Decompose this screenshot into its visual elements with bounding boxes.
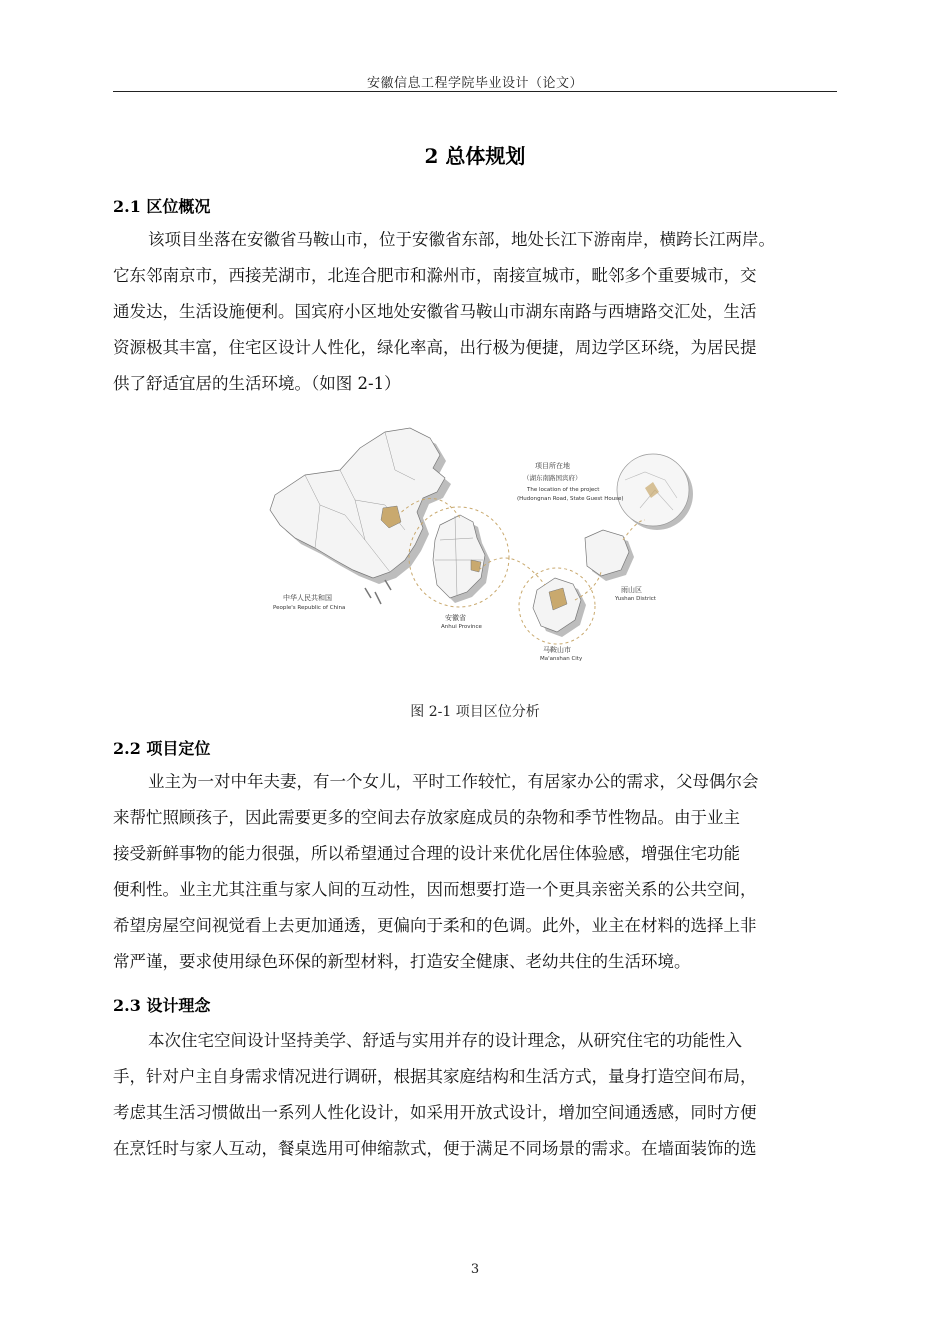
location-analysis-figure [245, 420, 695, 670]
anhui-label-en: Anhui Province [441, 624, 482, 630]
china-label-cn: 中华人民共和国 [283, 594, 332, 602]
section-paragraph-2-2 [113, 764, 839, 980]
paragraph-line: 接受新鲜事物的能力很强，所以希望通过合理的设计来优化居住体验感，增强住宅功能 [113, 844, 740, 863]
section-paragraph-2-1 [113, 222, 839, 402]
section-paragraph-2-3 [113, 1023, 839, 1167]
china-label-en: People's Republic of China [273, 605, 346, 611]
paragraph-line: 它东邻南京市，西接芜湖市，北连合肥市和滁州市，南接宣城市，毗邻多个重要城市，交 [113, 266, 757, 285]
yushan-district-map [585, 530, 634, 581]
paragraph-line: 常严谨，要求使用绿色环保的新型材料，打造安全健康、老幼共住的生活环境。 [113, 952, 691, 971]
paragraph-line: 业主为一对中年夫妻，有一个女儿，平时工作较忙，有居家办公的需求，父母偶尔会 [148, 772, 759, 791]
anhui-label-cn: 安徽省 [445, 614, 466, 622]
section-heading-2-3: 2.3 设计理念 [113, 996, 211, 1015]
chapter-title: 2 总体规划 [424, 144, 526, 168]
project-name-cn: （湖东南路国宾府） [523, 474, 582, 482]
paragraph-line: 该项目坐落在安徽省马鞍山市，位于安徽省东部，地处长江下游南岸，横跨长江两岸。 [148, 230, 775, 249]
anhui-province-map [433, 515, 490, 603]
china-map [270, 428, 451, 604]
paragraph-line: 便利性。业主尤其注重与家人间的互动性，因而想要打造一个更具亲密关系的公共空间， [113, 880, 757, 899]
paragraph-line: 供了舒适宜居的生活环境。（如图 2-1） [113, 374, 401, 393]
paragraph-line: 在烹饪时与家人互动，餐桌选用可伸缩款式，便于满足不同场景的需求。在墙面装饰的选 [113, 1139, 757, 1158]
yushan-label-cn: 雨山区 [621, 586, 642, 594]
paragraph-line: 来帮忙照顾孩子，因此需要更多的空间去存放家庭成员的杂物和季节性物品。由于业主 [113, 808, 740, 827]
paragraph-line: 通发达，生活设施便利。国宾府小区地处安徽省马鞍山市湖东南路与西塘路交汇处，生活 [113, 302, 757, 321]
location-map-illustration [245, 420, 695, 670]
project-label-cn: 项目所在地 [535, 462, 570, 470]
project-address-en: (Hudongnan Road, State Guest House) [517, 496, 624, 502]
section-heading-2-2: 2.2 项目定位 [113, 739, 211, 758]
project-location-circle [617, 454, 693, 530]
paragraph-line: 资源极其丰富，住宅区设计人性化，绿化率高，出行极为便捷，周边学区环绕，为居民提 [113, 338, 757, 357]
figure-caption: 图 2-1 项目区位分析 [410, 704, 540, 720]
maanshan-label-cn: 马鞍山市 [543, 646, 571, 654]
page-header-title: 安徽信息工程学院毕业设计（论文） [366, 76, 583, 91]
paragraph-line: 手，针对户主自身需求情况进行调研，根据其家庭结构和生活方式，量身打造空间布局， [113, 1067, 757, 1086]
maanshan-city-map [533, 578, 586, 637]
paragraph-line: 考虑其生活习惯做出一系列人性化设计，如采用开放式设计，增加空间通透感，同时方便 [113, 1103, 757, 1122]
section-heading-2-1: 2.1 区位概况 [113, 197, 211, 216]
paragraph-line: 本次住宅空间设计坚持美学、舒适与实用并存的设计理念，从研究住宅的功能性入 [148, 1031, 742, 1050]
paragraph-line: 希望房屋空间视觉看上去更加通透，更偏向于柔和的色调。此外，业主在材料的选择上非 [113, 916, 757, 935]
header-rule [113, 91, 837, 92]
yushan-label-en: Yushan District [615, 596, 656, 602]
project-label-en: The location of the project [527, 487, 600, 493]
page-number: 3 [470, 1262, 480, 1277]
maanshan-label-en: Ma'anshan City [540, 656, 583, 662]
